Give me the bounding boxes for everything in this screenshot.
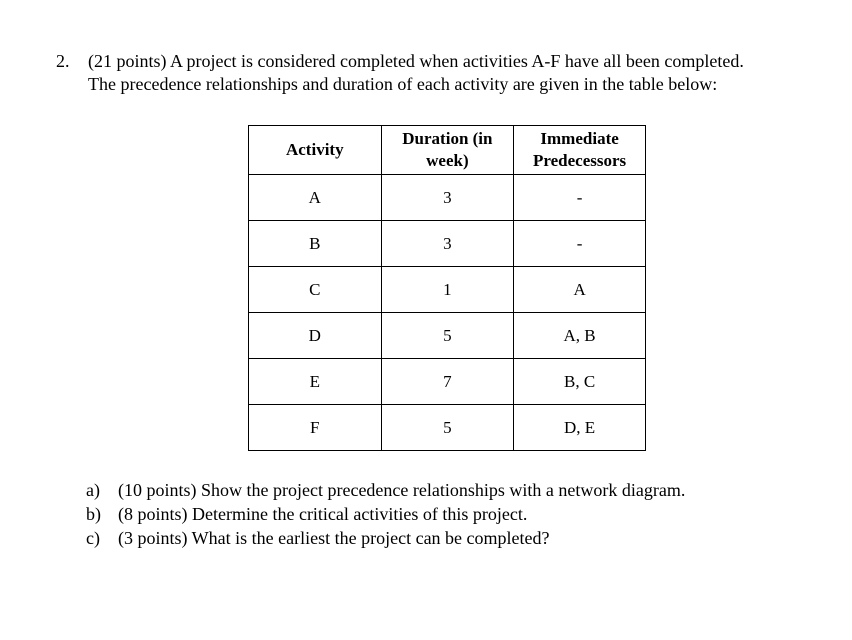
sub-question-text: (8 points) Determine the critical activities of this project. [118,504,528,524]
cell-activity: E [249,359,382,405]
sub-question-c [86,526,685,550]
table-row [249,267,646,313]
sub-question-label: c) [86,528,100,548]
question-text-line-2: The precedence relationships and duration of each activity are given in the table below: [88,74,718,94]
cell-predecessors: D, E [514,405,646,451]
sub-question-text: (3 points) What is the earliest the project can be completed? [118,528,550,548]
header-activity: Activity [249,126,382,175]
sub-question-label: a) [86,480,100,500]
table-row [249,359,646,405]
cell-duration: 3 [381,221,514,267]
table-header-row [249,126,646,175]
sub-question-text: (10 points) Show the project precedence relationships with a network diagram. [118,480,686,500]
table-row [249,313,646,359]
cell-activity: A [249,175,382,221]
question-line-1 [56,50,836,73]
question-number: 2. [56,51,70,71]
cell-activity: B [249,221,382,267]
sub-question-label: b) [86,504,101,524]
sub-question-a [86,478,685,502]
cell-duration: 1 [381,267,514,313]
table-row [249,221,646,267]
table-row [249,405,646,451]
header-duration: Duration (in week) [381,126,514,175]
cell-duration: 7 [381,359,514,405]
table-row [249,175,646,221]
sub-question-b [86,502,685,526]
cell-activity: F [249,405,382,451]
cell-predecessors: A, B [514,313,646,359]
question-block [56,50,836,96]
cell-predecessors: - [514,175,646,221]
cell-predecessors: B, C [514,359,646,405]
question-text-line-1: (21 points) A project is considered completed when activities A-F have all been completed. [88,51,744,71]
precedence-table [248,125,646,451]
cell-duration: 3 [381,175,514,221]
cell-duration: 5 [381,405,514,451]
cell-predecessors: - [514,221,646,267]
header-predecessors: Immediate Predecessors [514,126,646,175]
cell-predecessors: A [514,267,646,313]
sub-questions [86,478,685,550]
cell-activity: D [249,313,382,359]
cell-activity: C [249,267,382,313]
cell-duration: 5 [381,313,514,359]
